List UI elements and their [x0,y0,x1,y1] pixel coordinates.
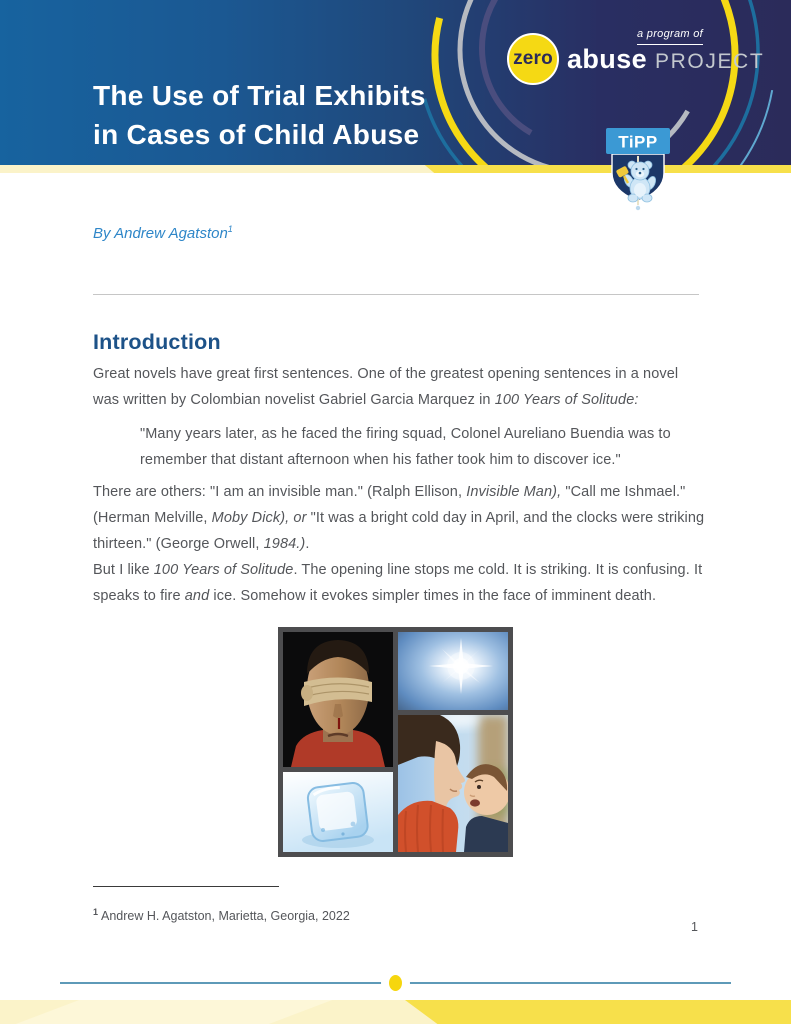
image-collage [278,627,513,857]
program-of-label: a program of [637,28,703,45]
logo-zero-text: zero [513,48,553,69]
zero-abuse-logo [567,44,764,75]
page-number: 1 [691,920,698,934]
intro-heading: Introduction [93,330,221,354]
title-line-1: The Use of Trial Exhibits [93,80,426,111]
document-title [93,76,426,154]
blindfolded-man-image [283,632,393,767]
title-line-2: in Cases of Child Abuse [93,119,420,150]
paragraph-3: But I like 100 Years of Solitude. The opening line stops me cold. It is striking. It is confusing. It speaks to fire and ice. Somehow it evokes simpler times in the face of imminent death. [93,562,703,604]
footnote-marker: 1 [93,907,99,917]
father-child-image [398,715,508,852]
sun-image [398,632,508,710]
paragraph-1: Great novels have great first sentences. One of the greatest opening sentences in a novel was written by Colombian novelist Gabriel Garcia Marquez in 100 Years of Solitude: [93,366,679,408]
footnote-rule [93,886,279,887]
block-quote: "Many years later, as he faced the firing squad, Colonel Aureliano Buendia was to remember that distant afternoon when his father took him to discover ice." [140,426,671,468]
footnote-ref: 1 [227,224,233,234]
footer-dot [389,975,402,991]
ice-cube-image [283,772,393,852]
header-yellow-strip [0,165,791,173]
footer-yellow-band [0,1000,791,1024]
logo-abuse-text: abuse [567,44,648,74]
byline: By Andrew Agatston$^1$ [93,224,233,242]
footnote: $^1$ Andrew H. Agatston, Marietta, Georgia, 2022 [93,907,350,924]
section-divider [93,294,699,295]
tipp-badge [605,128,671,212]
logo-project-text: PROJECT [655,50,765,73]
badge-label: TiPP [618,132,658,152]
zero-abuse-logo-circle [507,33,559,85]
header-banner [0,0,791,165]
paragraph-2: There are others: "I am an invisible man." (Ralph Ellison, Invisible Man), "Call me Ishmael." (Herman Melville, Moby Dick), or "It was a bright cold day in April, and the clocks were striking thirteen." (George Orwell, 1984.). [93,484,705,552]
